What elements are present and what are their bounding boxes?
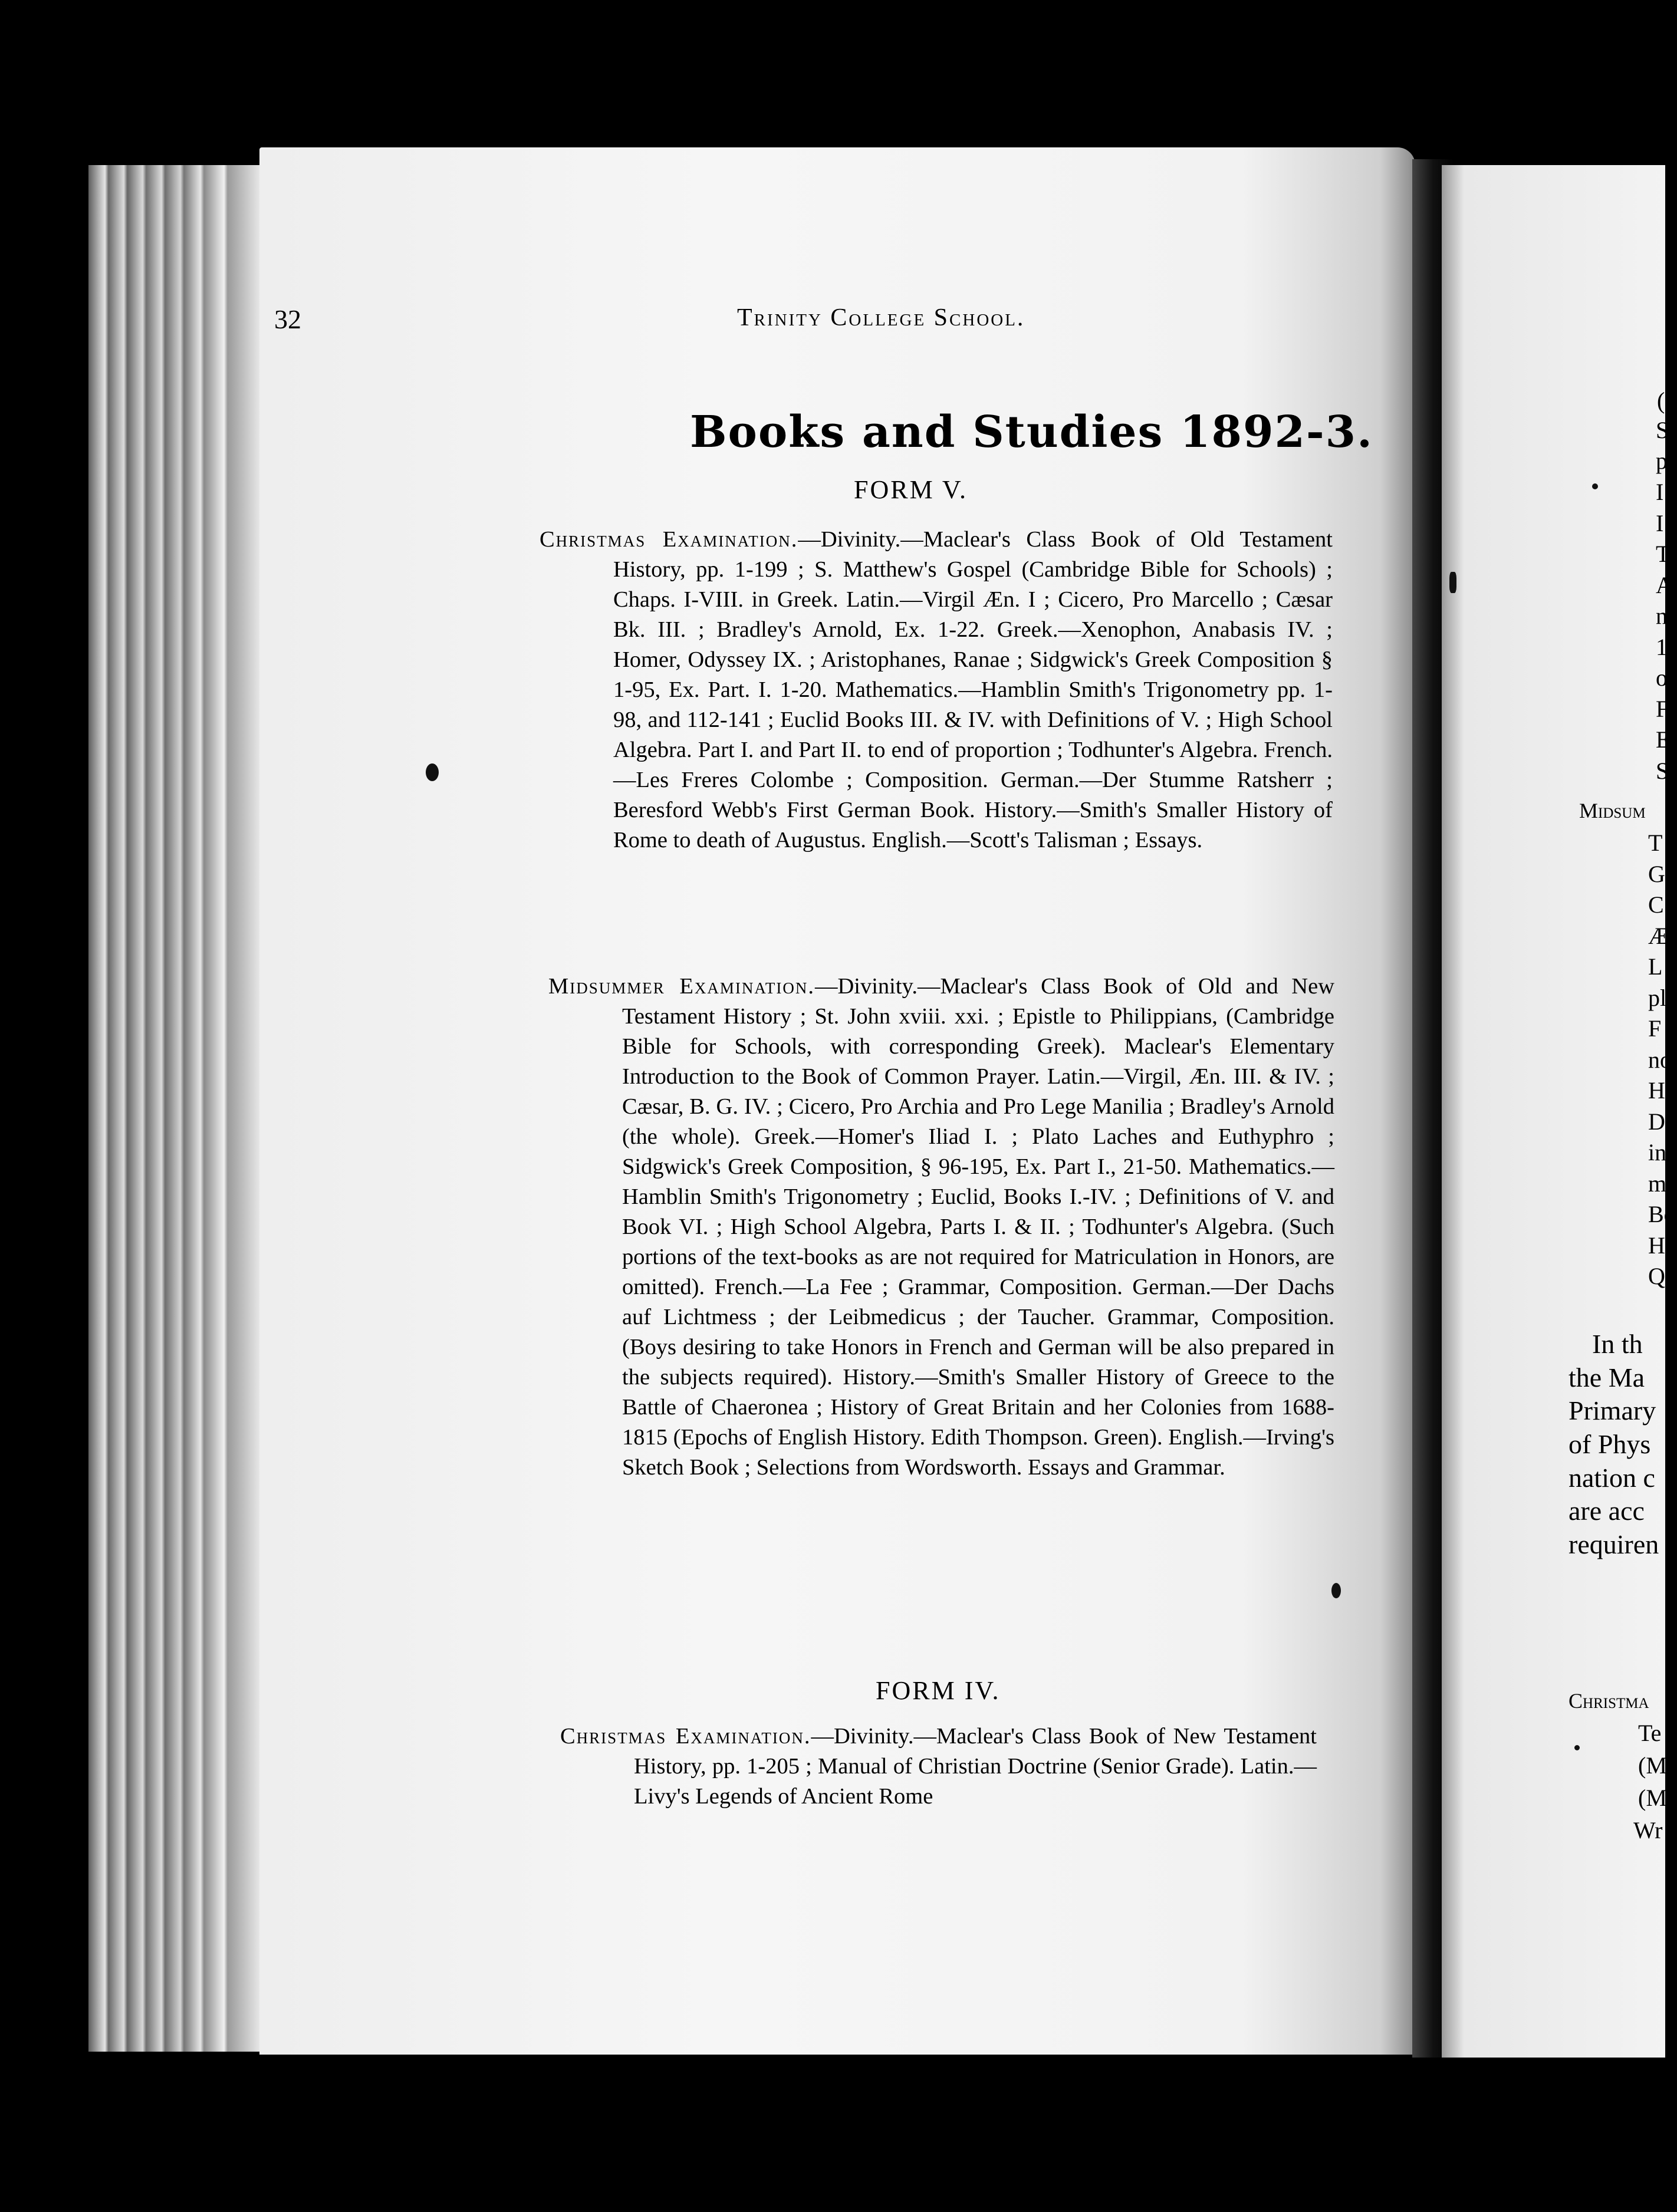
right-fragment: (M — [1638, 1752, 1667, 1779]
right-fragment: S — [1656, 417, 1669, 443]
running-title: Trinity College School. — [737, 304, 1025, 331]
right-fragment: ( — [1657, 387, 1665, 414]
right-fragment: F — [1656, 696, 1669, 722]
right-fragment: G — [1648, 861, 1665, 887]
ink-spot — [1449, 572, 1456, 593]
right-fragment: H — [1648, 1232, 1665, 1259]
right-fragment: in — [1648, 1139, 1667, 1166]
right-fragment: D — [1648, 1108, 1665, 1135]
right-fragment: Christma — [1569, 1689, 1649, 1713]
right-fragment: I — [1656, 510, 1664, 536]
right-fragment: C — [1648, 891, 1664, 918]
form-v-midsummer-lead: Midsummer Examination. — [548, 974, 815, 999]
form-v-midsummer-entry — [548, 972, 1334, 1483]
right-fragment: the Ma — [1569, 1362, 1645, 1393]
right-fragment: T — [1656, 541, 1671, 567]
form-v-christmas-lead: Christmas Examination. — [540, 527, 798, 552]
form-v-heading: FORM V. — [854, 475, 968, 504]
right-fragment: Te — [1638, 1720, 1662, 1746]
right-fragment: E — [1656, 726, 1671, 753]
book-page-edges — [88, 165, 265, 2052]
right-fragment: 1 — [1656, 634, 1668, 660]
right-fragment: Qu — [1648, 1263, 1677, 1289]
right-fragment: pl — [1648, 985, 1667, 1011]
form-v-christmas-entry — [540, 525, 1333, 855]
right-fragment: (M — [1638, 1785, 1667, 1811]
form-iv-christmas-lead: Christmas Examination. — [560, 1724, 811, 1749]
right-fragment: T — [1648, 830, 1663, 856]
form-iv-heading: FORM IV. — [876, 1676, 1001, 1705]
form-iv-christmas-entry — [560, 1721, 1317, 1812]
right-fragment: In th — [1592, 1329, 1643, 1359]
ink-spot — [1592, 483, 1598, 489]
right-fragment: Midsum — [1579, 799, 1646, 822]
right-fragment: no — [1648, 1046, 1672, 1073]
right-fragment: S — [1656, 758, 1669, 784]
right-fragment: I — [1656, 479, 1664, 505]
section-title: Books and Studies 1892-3. — [690, 407, 1373, 457]
right-fragment: of Phys — [1569, 1429, 1651, 1459]
right-fragment: p — [1656, 447, 1668, 474]
form-v-midsummer-text: —Divinity.—Maclear's Class Book of Old and New Testament History ; St. John xviii. xxi. ; Epistle to Philippians, (Cambridge Bible for Schools, with corresponding Greek). Maclear's Elementary Introduction to the Book of Common Prayer. Latin.—Virgil, Æn. III. & IV. ; Cæsar, B. G. IV. ; Cicero, Pro Archia and Pro Lege Manilia ; Bradley's Arnold (the whole). Greek.—Homer's Iliad I. ; Plato Laches and Euthyphro ; Sidgwick's Greek Composition, § 96-195, Ex. Part I., 21-50. Mathematics.—Hamblin Smith's Trigonometry ; Euclid, Books I.-IV. ; Definitions of V. and Book VI. ; High School Algebra, Parts I. & II. ; Todhunter's Algebra. (Such portions of the text-books as are not required for Matriculation in Honors, are omitted). French.—La Fee ; Grammar, Composition. German.—Der Dachs auf Lichtmess ; der Leibmedicus ; der Taucher. Grammar, Composition. (Boys desiring to take Honors in French and German will be also prepared in the subjects required). History.—Smith's Smaller History of Greece to the Battle of Chaeronea ; History of Great Britain and her Colonies from 1688-1815 (Epochs of English History. Edith Thompson. Green). English.—Irving's Sketch Book ; Selections from Wordsworth. Essays and Grammar. — [622, 974, 1334, 1480]
right-fragment: n — [1656, 603, 1668, 629]
right-fragment: A — [1656, 572, 1673, 598]
right-fragment: Æ — [1648, 923, 1669, 949]
right-fragment: are acc — [1569, 1496, 1645, 1526]
right-page — [1442, 165, 1665, 2058]
right-fragment: o — [1656, 664, 1668, 691]
right-fragment: Bo — [1648, 1201, 1676, 1227]
ink-spot — [1331, 1583, 1341, 1598]
right-fragment: Primary — [1569, 1395, 1656, 1426]
right-fragment: nation c — [1569, 1463, 1655, 1493]
ink-spot — [426, 763, 439, 781]
ink-spot — [1574, 1745, 1580, 1750]
page-number: 32 — [274, 304, 301, 334]
right-fragment: F — [1648, 1015, 1662, 1042]
right-fragment: m — [1648, 1170, 1667, 1197]
right-fragment: L — [1648, 953, 1663, 980]
form-v-christmas-text: —Divinity.—Maclear's Class Book of Old Testament History, pp. 1-199 ; S. Matthew's Gospel (Cambridge Bible for Schools) ; Chaps. I-VIII. in Greek. Latin.—Virgil Æn. I ; Cicero, Pro Marcello ; Cæsar Bk. III. ; Bradley's Arnold, Ex. 1-22. Greek.—Xenophon, Anabasis IV. ; Homer, Odyssey IX. ; Aristophanes, Ranae ; Sidgwick's Greek Composition § 1-95, Ex. Part. I. 1-20. Mathematics.—Hamblin Smith's Trigonometry pp. 1-98, and 112-141 ; Euclid Books III. & IV. with Definitions of V. ; High School Algebra. Part I. and Part II. to end of proportion ; Todhunter's Algebra. French.—Les Freres Colombe ; Composition. German.—Der Stumme Ratsherr ; Beresford Webb's First German Book. History.—Smith's Smaller History of Rome to death of Augustus. English.—Scott's Talisman ; Essays. — [613, 527, 1333, 852]
right-fragment: H — [1648, 1077, 1665, 1104]
form-iv-christmas-text: —Divinity.—Maclear's Class Book of New Testament History, pp. 1-205 ; Manual of Christian Doctrine (Senior Grade). Latin.—Livy's Legends of Ancient Rome — [634, 1724, 1317, 1809]
right-fragment: requiren — [1569, 1529, 1659, 1559]
right-fragment: Wr — [1633, 1817, 1663, 1844]
